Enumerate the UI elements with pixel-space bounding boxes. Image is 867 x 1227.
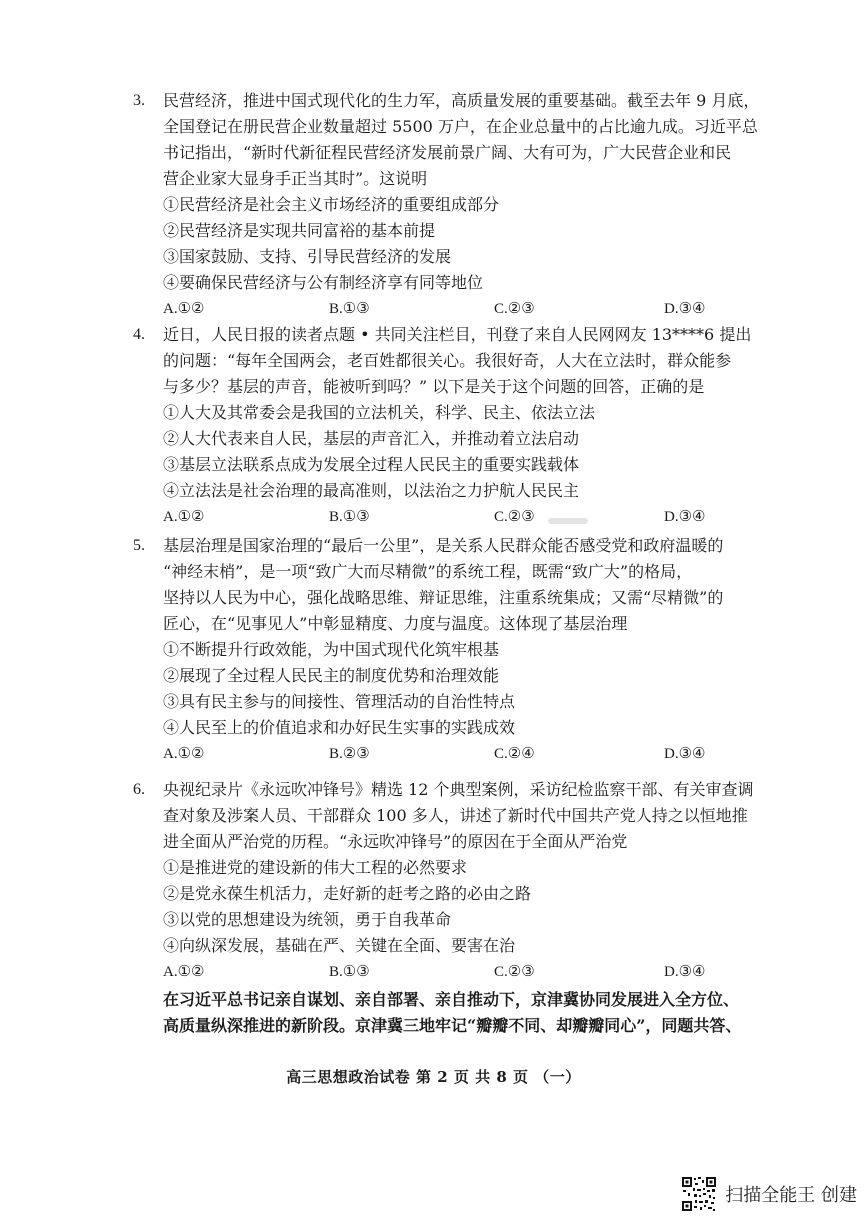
statement-option: ②展现了全过程人民民主的制度优势和治理效能 [163, 666, 500, 685]
question-stem-line: 查对象及涉案人员、干部群众 100 多人，讲述了新时代中国共产党人持之以恒地推 [163, 806, 748, 825]
choice-b: B.①③ [329, 964, 370, 980]
question-stem-line: 民营经济，推进中国式现代化的生力军，高质量发展的重要基础。截至去年 9 月底， [163, 91, 760, 110]
statement-option: ②人大代表来自人民，基层的声音汇入，并推动着立法启动 [163, 429, 580, 448]
question-stem-line: 坚持以人民为中心，强化战略思维、辩证思维，注重系统集成；又需“尽精微”的 [163, 588, 724, 607]
choice-d: D.③④ [664, 301, 706, 317]
scan-smudge [548, 518, 588, 524]
answer-choices [0, 296, 867, 322]
question-number: 3. [133, 92, 145, 109]
question-stem-line: 央视纪录片《永远吹冲锋号》精选 12 个典型案例，采访纪检监察干部、有关审查调 [163, 780, 754, 799]
choice-a: A.①② [163, 746, 205, 762]
question-stem-line: 基层治理是国家治理的“最后一公里”，是关系人民群众能否感受党和政府温暖的 [163, 536, 724, 555]
answer-choices [0, 504, 867, 530]
question-number: 4. [133, 326, 145, 343]
question-stem-line: 书记指出，“新时代新征程民营经济发展前景广阔、大有可为，广大民营企业和民 [163, 143, 732, 162]
statement-option: ④要确保民营经济与公有制经济享有同等地位 [163, 273, 484, 292]
choice-b: B.①③ [329, 509, 370, 525]
watermark-text: 扫描全能王 创建 [725, 1185, 857, 1206]
question-stem-line: 进全面从严治党的历程。“永远吹冲锋号”的原因在于全面从严治党 [163, 832, 628, 851]
question-number: 5. [133, 537, 145, 554]
statement-option: ④向纵深发展，基础在严、关键在全面、要害在治 [163, 936, 516, 955]
choice-a: A.①② [163, 301, 205, 317]
question-stem-line: 的问题：“每年全国两会，老百姓都很关心。我很好奇，人大在立法时，群众能参 [163, 351, 732, 370]
answer-choices [0, 741, 867, 767]
paragraph-line: 在习近平总书记亲自谋划、亲自部署、亲自推动下，京津冀协同发展进入全方位、 [163, 990, 740, 1009]
choice-a: A.①② [163, 964, 205, 980]
statement-option: ①民营经济是社会主义市场经济的重要组成部分 [163, 195, 500, 214]
choice-d: D.③④ [664, 746, 706, 762]
question-stem-line: “神经末梢”，是一项“致广大而尽精微”的系统工程，既需“致广大”的格局， [163, 562, 693, 581]
statement-option: ③具有民主参与的间接性、管理活动的自治性特点 [163, 692, 516, 711]
statement-option: ②民营经济是实现共同富裕的基本前提 [163, 221, 436, 240]
question-stem-line: 近日，人民日报的读者点题 • 共同关注栏目，刊登了来自人民网网友 13****6 提出 [163, 325, 752, 344]
choice-c: C.②③ [494, 301, 535, 317]
statement-option: ④人民至上的价值追求和办好民生实事的实践成效 [163, 718, 516, 737]
statement-option: ③国家鼓励、支持、引导民营经济的发展 [163, 247, 452, 266]
choice-c: C.②③ [494, 964, 535, 980]
statement-option: ④立法法是社会治理的最高准则，以法治之力护航人民民主 [163, 481, 580, 500]
question-stem-line: 与多少？基层的声音，能被听到吗？” 以下是关于这个问题的回答，正确的是 [163, 377, 705, 396]
choice-c: C.②④ [494, 746, 535, 762]
qr-code-icon [681, 1176, 717, 1212]
choice-b: B.②③ [329, 746, 370, 762]
answer-choices [0, 959, 867, 985]
choice-b: B.①③ [329, 301, 370, 317]
page-footer: 高三思想政治试卷 第 2 页 共 8 页 （一） [286, 1068, 581, 1086]
statement-option: ①是推进党的建设新的伟大工程的必然要求 [163, 858, 468, 877]
question-stem-line: 营企业家大显身手正当其时”。这说明 [163, 169, 428, 188]
statement-option: ①不断提升行政效能，为中国式现代化筑牢根基 [163, 640, 500, 659]
question-stem-line: 匠心，在“见事见人”中彰显精度、力度与温度。这体现了基层治理 [163, 614, 628, 633]
question-number: 6. [133, 781, 145, 798]
statement-option: ①人大及其常委会是我国的立法机关，科学、民主、依法立法 [163, 403, 596, 422]
scanner-watermark [681, 1172, 857, 1216]
statement-option: ③基层立法联系点成为发展全过程人民民主的重要实践载体 [163, 455, 580, 474]
choice-d: D.③④ [664, 509, 706, 525]
choice-a: A.①② [163, 509, 205, 525]
choice-d: D.③④ [664, 964, 706, 980]
paragraph-line: 高质量纵深推进的新阶段。京津冀三地牢记“瓣瓣不同、却瓣瓣同心”，同题共答、 [163, 1016, 742, 1035]
statement-option: ②是党永葆生机活力，走好新的赶考之路的必由之路 [163, 884, 532, 903]
question-stem-line: 全国登记在册民营企业数量超过 5500 万户，在企业总量中的占比逾九成。习近平总 [163, 117, 758, 136]
statement-option: ③以党的思想建设为统领，勇于自我革命 [163, 910, 452, 929]
choice-c: C.②③ [494, 509, 535, 525]
